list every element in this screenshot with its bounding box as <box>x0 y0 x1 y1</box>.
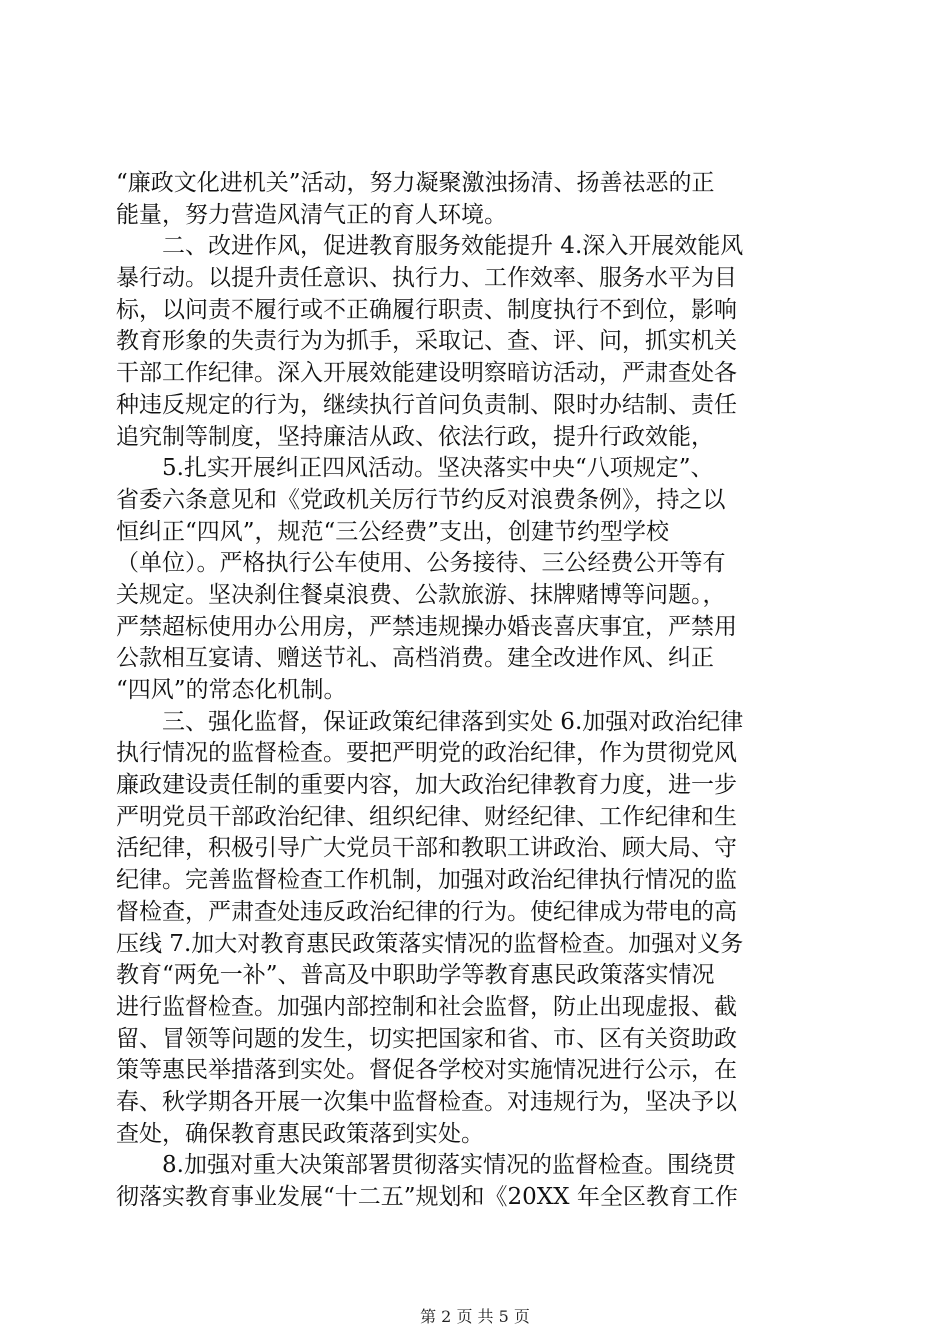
text-line: “四风”的常态化机制。 <box>116 677 347 703</box>
text-line: 关规定。坚决刹住餐桌浪费、公款旅游、抹牌赌博等问题。， <box>116 581 726 608</box>
text-line: 公款相互宴请、赠送节礼、高档消费。建全改进作风、纠正 <box>116 645 714 672</box>
text-line: 春、秋学期各开展一次集中监督检查。对违规行为，坚决予以 <box>116 1088 737 1115</box>
text-line: 彻落实教育事业发展“十二五”规划和《20XX 年全区教育工作 <box>116 1184 738 1210</box>
text-line: 恒纠正“四风”，规范“三公经费”支出，创建节约型学校 <box>116 518 670 545</box>
text-line: 5.扎实开展纠正四风活动。坚决落实中央“八项规定”、 <box>116 455 714 482</box>
text-line: 二、改进作风，促进教育服务效能提升 4.深入开展效能风 <box>116 233 744 260</box>
text-line: 教育“两免一补”、普高及中职助学等教育惠民政策落实情况 <box>116 962 715 989</box>
text-line: 查处，确保教育惠民政策落到实处。 <box>116 1120 484 1147</box>
text-line: 压线 7.加大对教育惠民政策落实情况的监督检查。加强对义务 <box>116 930 744 957</box>
text-line: 执行情况的监督检查。要把严明党的政治纪律，作为贯彻党风 <box>116 740 737 767</box>
text-line: 进行监督检查。加强内部控制和社会监督，防止出现虚报、截 <box>116 993 737 1020</box>
text-line: 三、强化监督，保证政策纪律落到实处 6.加强对政治纪律 <box>116 708 744 735</box>
text-line: 督检查，严肃查处违反政治纪律的行为。使纪律成为带电的高 <box>116 898 737 925</box>
text-line: 廉政建设责任制的重要内容，加大政治纪律教育力度，进一步 <box>116 772 737 799</box>
text-line: 教育形象的失责行为为抓手，采取记、查、评、问，抓实机关 <box>116 328 737 355</box>
text-line: （单位）。严格执行公车使用、公务接待、三公经费公开等有 <box>116 550 726 577</box>
text-line: 留、冒领等问题的发生，切实把国家和省、市、区有关资助政 <box>116 1025 737 1052</box>
text-line: 种违反规定的行为，继续执行首问负责制、限时办结制、责任 <box>116 391 737 418</box>
text-line: 活纪律，积极引导广大党员干部和教职工讲政治、顾大局、守 <box>116 835 737 862</box>
page-footer: 第 2 页 共 5 页 <box>420 1307 530 1326</box>
text-line: 省委六条意见和《党政机关厉行节约反对浪费条例》，持之以 <box>116 486 726 513</box>
document-body <box>116 168 832 1214</box>
text-line: 纪律。完善监督检查工作机制，加强对政治纪律执行情况的监 <box>116 867 737 894</box>
text-line: 严禁超标使用办公用房，严禁违规操办婚丧喜庆事宜，严禁用 <box>116 613 737 640</box>
text-line: 8.加强对重大决策部署贯彻落实情况的监督检查。围绕贯 <box>116 1152 736 1179</box>
text-line: 标，以问责不履行或不正确履行职责、制度执行不到位，影响 <box>116 296 737 323</box>
text-line: 追究制等制度，坚持廉洁从政、依法行政，提升行政效能， <box>116 423 714 450</box>
text-line: 策等惠民举措落到实处。督促各学校对实施情况进行公示，在 <box>116 1057 737 1084</box>
text-line: 严明党员干部政治纪律、组织纪律、财经纪律、工作纪律和生 <box>116 803 737 830</box>
text-line: “廉政文化进机关”活动，努力凝聚激浊扬清、扬善祛恶的正 <box>116 170 715 196</box>
text-line: 暴行动。以提升责任意识、执行力、工作效率、服务水平为目 <box>116 265 737 292</box>
text-line: 干部工作纪律。深入开展效能建设明察暗访活动，严肃查处各 <box>116 360 737 387</box>
text-line: 能量，努力营造风清气正的育人环境。 <box>116 201 507 228</box>
